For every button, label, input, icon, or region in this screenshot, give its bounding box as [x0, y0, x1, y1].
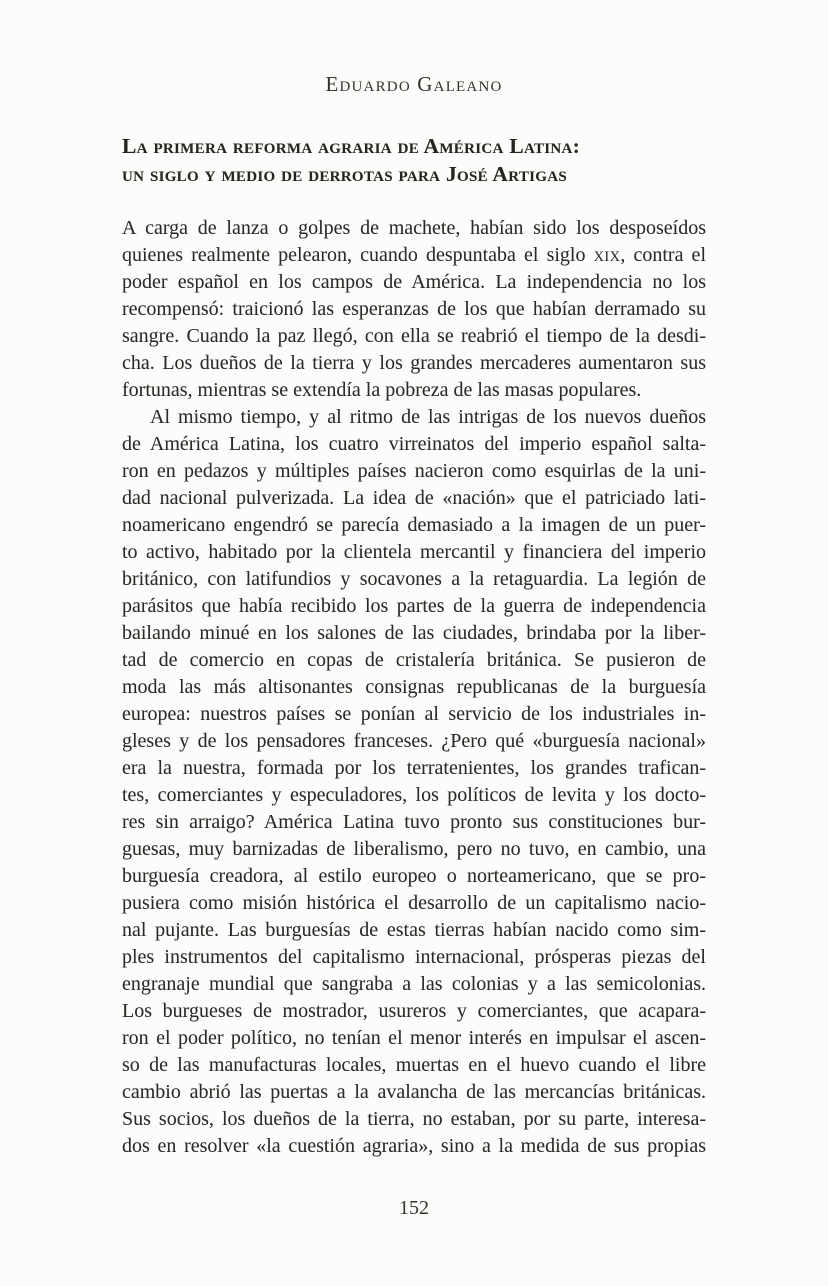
text-line: pusiera como misión histórica el desarrollo de un capitalismo nacio- — [122, 892, 706, 914]
text-line: tes, comerciantes y especuladores, los políticos de levita y los docto- — [122, 784, 706, 806]
text-line: gleses y de los pensadores franceses. ¿Pero qué «burguesía nacional» — [122, 730, 706, 752]
text-line: A carga de lanza o golpes de machete, habían sido los desposeídos — [122, 217, 706, 239]
text-line: Al mismo tiempo, y al ritmo de las intrigas de los nuevos dueños — [150, 406, 706, 428]
text-line: ples instrumentos del capitalismo internacional, prósperas piezas del — [122, 946, 706, 968]
text-line: Sus socios, los dueños de la tierra, no estaban, por su parte, interesa- — [122, 1108, 706, 1130]
text-line: parásitos que había recibido los partes de la guerra de independencia — [122, 595, 706, 617]
text-line: cha. Los dueños de la tierra y los grandes mercaderes aumentaron sus — [122, 352, 706, 374]
section-title — [122, 132, 706, 188]
small-caps-numeral: XIX — [593, 249, 621, 265]
text-line: nal pujante. Las burguesías de estas tierras habían nacido como sim- — [122, 919, 706, 941]
text-line: era la nuestra, formada por los terratenientes, los grandes trafican- — [122, 757, 706, 779]
text-line: quienes realmente pelearon, cuando despuntaba el siglo XIX, contra el — [122, 244, 706, 266]
text-line: to activo, habitado por la clientela mercantil y financiera del imperio — [122, 541, 706, 563]
running-header: Eduardo Galeano — [325, 72, 503, 96]
text-line: dad nacional pulverizada. La idea de «nación» que el patriciado lati- — [122, 487, 706, 509]
text-line: res sin arraigo? América Latina tuvo pronto sus constituciones bur- — [122, 811, 706, 833]
page-number: 152 — [399, 1197, 429, 1219]
text-line: fortunas, mientras se extendía la pobreza de las masas populares. — [122, 379, 642, 401]
text-line: cambio abrió las puertas a la avalancha de las mercancías británicas. — [122, 1081, 706, 1103]
text-line: ron el poder político, no tenían el menor interés en impulsar el ascen- — [122, 1027, 706, 1049]
text-line: británico, con latifundios y socavones a la retaguardia. La legión de — [122, 568, 706, 590]
text-line: de América Latina, los cuatro virreinatos del imperio español salta- — [122, 433, 706, 455]
text-line: recompensó: traicionó las esperanzas de los que habían derramado su — [122, 298, 706, 320]
text-line: poder español en los campos de América. La independencia no los — [122, 271, 706, 293]
text-line: sangre. Cuando la paz llegó, con ella se reabrió el tiempo de la desdi- — [122, 325, 706, 347]
text-line: dos en resolver «la cuestión agraria», sino a la medida de sus propias — [122, 1135, 706, 1157]
text-line: moda las más altisonantes consignas republicanas de la burguesía — [122, 676, 706, 698]
body-text — [122, 215, 706, 1160]
text-line: europea: nuestros países se ponían al servicio de los industriales in- — [122, 703, 706, 725]
text-line: noamericano engendró se parecía demasiado a la imagen de un puer- — [122, 514, 706, 536]
text-line: engranaje mundial que sangraba a las colonias y a las semicolonias. — [122, 973, 706, 995]
text-line: guesas, muy barnizadas de liberalismo, pero no tuvo, en cambio, una — [122, 838, 706, 860]
section-title-line-2: un siglo y medio de derrotas para José Artigas — [122, 162, 568, 186]
section-title-line-1: La primera reforma agraria de América Latina: — [122, 134, 581, 158]
text-line: tad de comercio en copas de cristalería británica. Se pusieron de — [122, 649, 706, 671]
text-line: so de las manufacturas locales, muertas en el huevo cuando el libre — [122, 1054, 706, 1076]
text-line: Los burgueses de mostrador, usureros y comerciantes, que acapara- — [122, 1000, 706, 1022]
text-line: bailando minué en los salones de las ciudades, brindaba por la liber- — [122, 622, 706, 644]
text-line: burguesía creadora, al estilo europeo o norteamericano, que se pro- — [122, 865, 706, 887]
text-line: ron en pedazos y múltiples países nacieron como esquirlas de la uni- — [122, 460, 706, 482]
